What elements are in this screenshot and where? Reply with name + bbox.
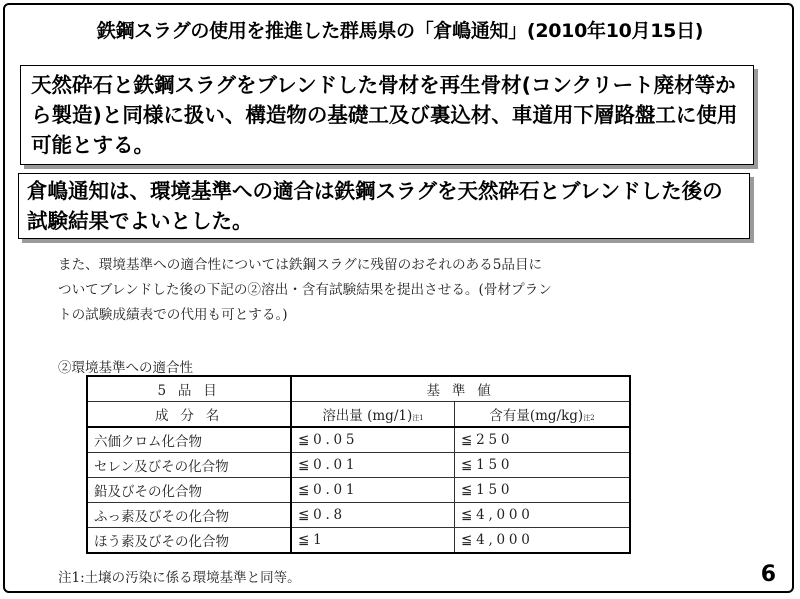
row-name: 六価クロム化合物 (87, 427, 291, 453)
row-content: ≦4,000 (455, 528, 631, 554)
row-name: ほう素及びその化合物 (87, 528, 291, 554)
header-standard-value: 基 準 値 (291, 376, 630, 402)
table-row (87, 503, 630, 528)
table-row (87, 427, 630, 453)
excerpt-line: トの試験成績表での代用も可とする。) (58, 307, 288, 323)
header-content-note: 注2 (583, 414, 595, 422)
table-heading: ②環境基準への適合性 (58, 360, 193, 376)
header-items: 5 品 目 (87, 376, 291, 402)
row-elution: ≦0.05 (291, 427, 455, 453)
row-elution: ≦0.8 (291, 503, 455, 528)
standards-table (86, 375, 631, 554)
table-header-row (87, 376, 630, 402)
header-elution (291, 402, 455, 428)
row-content: ≦150 (455, 453, 631, 478)
excerpt-line: ついてブレンドした後の下記の②溶出・含有試験結果を提出させる。(骨材プラン (58, 282, 552, 298)
row-name: 鉛及びその化合物 (87, 478, 291, 503)
row-name: セレン及びその化合物 (87, 453, 291, 478)
header-elution-note: 注1 (412, 414, 424, 422)
table-row (87, 453, 630, 478)
excerpt-line: また、環境基準への適合性については鉄鋼スラグに残留のおそれのある5品目に (58, 257, 543, 273)
row-content: ≦150 (455, 478, 631, 503)
table-header-row (87, 402, 630, 428)
page-number: 6 (760, 562, 776, 587)
slide-title: 鉄鋼スラグの使用を推進した群馬県の「倉嶋通知」(2010年10月15日) (96, 20, 704, 42)
summary-box: 天然砕石と鉄鋼スラグをブレンドした骨材を再生骨材(コンクリート廃材等から製造)と同様に扱い、構造物の基礎工及び裏込材、車道用下層路盤工に使用可能とする。 (20, 65, 754, 165)
row-elution: ≦1 (291, 528, 455, 554)
conclusion-box: 倉嶋通知は、環境基準への適合は鉄鋼スラグを天然砕石とブレンドした後の試験結果でよいとした。 (18, 173, 750, 239)
row-content: ≦250 (455, 427, 631, 453)
row-name: ふっ素及びその化合物 (87, 503, 291, 528)
row-content: ≦4,000 (455, 503, 631, 528)
header-component-name: 成 分 名 (87, 402, 291, 428)
table-row (87, 478, 630, 503)
header-content-label: 含有量(mg/kg) (489, 408, 584, 424)
footnote: 注1:土壌の汚染に係る環境基準と同等。 (58, 570, 301, 586)
excerpt-paragraph (58, 253, 768, 328)
header-elution-label: 溶出量 (mg/1) (322, 408, 413, 424)
row-elution: ≦0.01 (291, 478, 455, 503)
header-content (455, 402, 631, 428)
table-row (87, 528, 630, 554)
row-elution: ≦0.01 (291, 453, 455, 478)
